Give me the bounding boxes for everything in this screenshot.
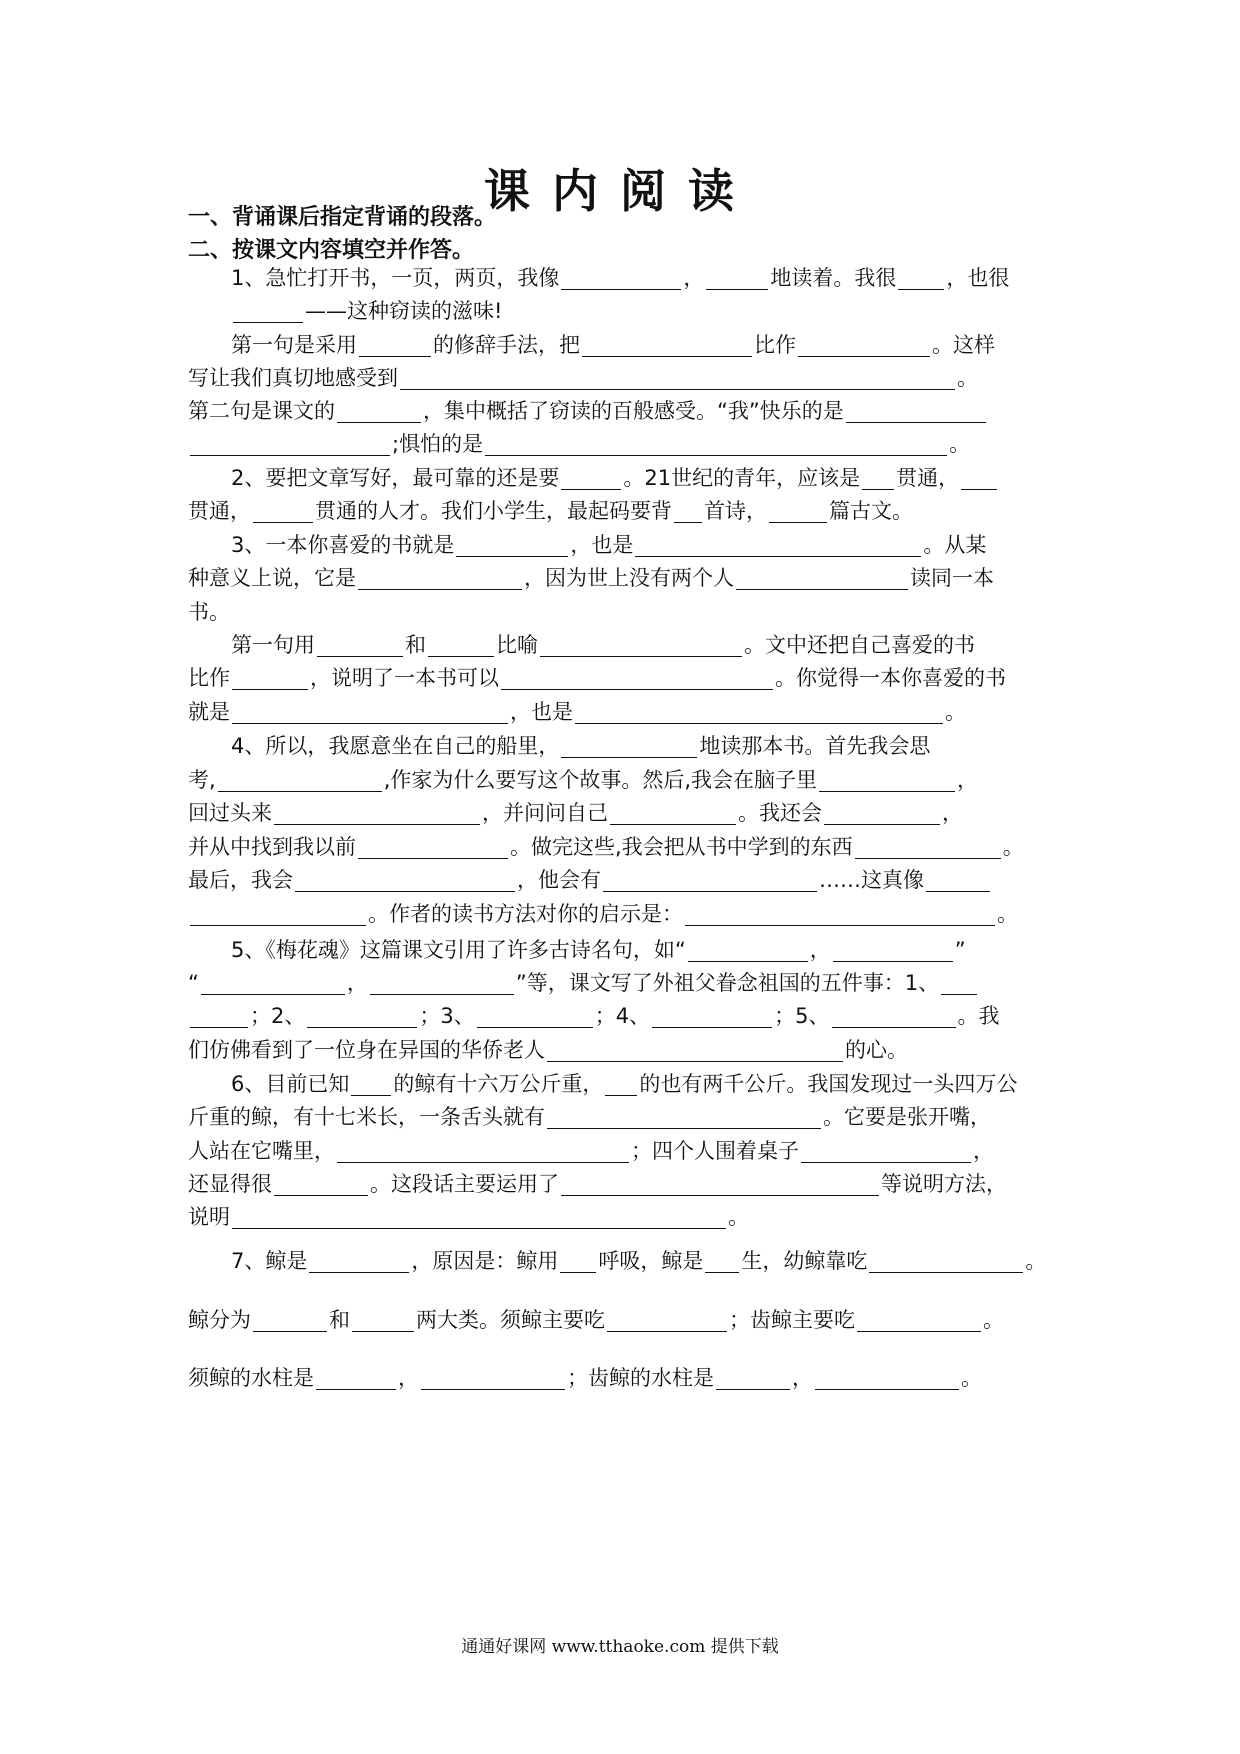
answer-blank[interactable] <box>232 701 508 724</box>
line-text: 。 <box>997 902 1018 926</box>
answer-blank[interactable] <box>898 267 944 290</box>
line-text: ；5、 <box>774 1004 830 1028</box>
question-line <box>188 597 1058 627</box>
line-text: 地读着。我很 <box>770 266 897 290</box>
answer-blank[interactable] <box>295 869 515 892</box>
line-text: 鲸分为 <box>188 1308 251 1332</box>
answer-blank[interactable] <box>561 267 681 290</box>
line-text: 贯通的人才。我们小学生，最起码要背 <box>315 499 672 523</box>
question-line <box>188 1001 1058 1031</box>
question-line <box>188 697 1058 727</box>
question-line <box>188 1136 1058 1166</box>
question-line <box>188 798 1058 828</box>
answer-blank[interactable] <box>941 972 977 995</box>
line-text: 。它要是张开嘴， <box>823 1105 991 1129</box>
question-line <box>188 330 1101 360</box>
line-text: ， <box>942 801 963 825</box>
answer-blank[interactable] <box>232 667 308 690</box>
line-text: ，他会有 <box>517 868 601 892</box>
question-line <box>188 463 1101 493</box>
answer-blank[interactable] <box>610 802 736 825</box>
line-text: 。 <box>945 700 966 724</box>
answer-blank[interactable] <box>232 1206 726 1229</box>
line-text: ”等，课文写了外祖父眷念祖国的五件事：1、 <box>515 971 940 995</box>
answer-blank[interactable] <box>485 433 947 456</box>
line-text: ， <box>398 1366 419 1390</box>
answer-blank[interactable] <box>560 1250 596 1273</box>
line-text: 和 <box>329 1308 350 1332</box>
line-text: 。我还会 <box>738 801 822 825</box>
line-text: ” <box>954 938 966 962</box>
answer-blank[interactable] <box>337 400 421 423</box>
line-text: 。你觉得一本你喜爱的书 <box>775 666 1006 690</box>
line-text: 首诗， <box>704 499 767 523</box>
answer-blank[interactable] <box>846 400 986 423</box>
line-text: 并从中找到我以前 <box>188 835 356 859</box>
line-text: 贯通， <box>896 466 960 490</box>
answer-blank[interactable] <box>603 869 817 892</box>
line-text: 第二句是课文的 <box>188 399 335 423</box>
line-text: 两大类。须鲸主要吃 <box>416 1308 605 1332</box>
answer-blank[interactable] <box>274 802 480 825</box>
answer-blank[interactable] <box>370 972 514 995</box>
line-text: 篇古文。 <box>829 499 913 523</box>
line-text: 就是 <box>188 700 230 724</box>
line-text: ……这真像 <box>819 868 924 892</box>
line-text: 2、要把文章写好，最可靠的还是要 <box>231 466 560 490</box>
line-text: 。 <box>949 432 971 456</box>
line-text: ；齿鲸主要吃 <box>729 1308 855 1332</box>
line-text: 考, <box>188 768 216 792</box>
line-text: 。 <box>961 1366 982 1390</box>
question-line <box>188 563 1058 593</box>
line-text: 比作 <box>188 666 230 690</box>
answer-blank[interactable] <box>869 1250 1023 1273</box>
line-text: 等说明方法， <box>881 1172 1007 1196</box>
line-text: ，也是 <box>570 533 634 557</box>
answer-blank[interactable] <box>961 467 997 490</box>
answer-blank[interactable] <box>540 634 742 657</box>
line-text: 比喻 <box>496 633 538 657</box>
question-line <box>188 530 1101 560</box>
line-text: ，集中概括了窃读的百般感受。“我”快乐的是 <box>423 399 844 423</box>
question-line <box>188 1305 1058 1335</box>
question-line <box>188 968 1058 998</box>
line-text: 们仿佛看到了一位身在异国的华侨老人 <box>188 1038 545 1062</box>
answer-blank[interactable] <box>926 869 990 892</box>
answer-blank[interactable] <box>358 567 522 590</box>
line-text: ；齿鲸的水柱是 <box>567 1366 714 1390</box>
answer-blank[interactable] <box>253 500 313 523</box>
answer-blank[interactable] <box>688 939 808 962</box>
answer-blank[interactable] <box>832 1005 956 1028</box>
question-line <box>188 396 1058 426</box>
line-text: ，也很 <box>946 266 1010 290</box>
line-text: ，原因是：鲸用 <box>411 1249 559 1273</box>
answer-blank[interactable] <box>316 1367 396 1390</box>
page-title: 课内阅读 <box>484 164 756 218</box>
answer-blank[interactable] <box>317 634 403 657</box>
question-line <box>188 765 1058 795</box>
answer-blank[interactable] <box>400 367 955 390</box>
answer-blank[interactable] <box>635 534 921 557</box>
answer-blank[interactable] <box>218 769 382 792</box>
line-text: 人站在它嘴里， <box>188 1139 335 1163</box>
line-text: 。文中还把自己喜爱的书 <box>744 633 975 657</box>
answer-blank[interactable] <box>561 467 621 490</box>
line-text: 。 <box>1002 835 1024 859</box>
line-text: 。作者的读书方法对你的启示是： <box>368 902 683 926</box>
answer-blank[interactable] <box>561 735 697 758</box>
question-line <box>188 1169 1058 1199</box>
answer-blank[interactable] <box>798 334 930 357</box>
answer-blank[interactable] <box>819 769 955 792</box>
answer-blank[interactable] <box>351 1073 391 1096</box>
line-text: 。做完这些,我会把从书中学到的东西 <box>510 835 853 859</box>
answer-blank[interactable] <box>547 1106 821 1129</box>
question-line <box>188 429 1058 459</box>
answer-blank[interactable] <box>855 836 1001 859</box>
answer-blank[interactable] <box>705 1250 739 1273</box>
line-text: 。 <box>1025 1249 1047 1273</box>
question-line <box>188 865 1058 895</box>
answer-blank[interactable] <box>421 1367 565 1390</box>
line-text: 写让我们真切地感受到 <box>188 366 398 390</box>
line-text: 书。 <box>188 600 230 624</box>
line-text: 须鲸的水柱是 <box>188 1366 314 1390</box>
line-text: 。这样 <box>932 333 995 357</box>
line-text: 4、所以，我愿意坐在自己的船里， <box>231 734 560 758</box>
line-text: 。 <box>957 366 978 390</box>
answer-blank[interactable] <box>736 567 908 590</box>
footer-credit: 通通好课网 www.tthaoke.com 提供下载 <box>461 1637 779 1657</box>
answer-blank[interactable] <box>801 1140 971 1163</box>
answer-blank[interactable] <box>501 667 773 690</box>
answer-blank[interactable] <box>547 1039 843 1062</box>
line-text: 种意义上说，它是 <box>188 566 356 590</box>
line-text: 地读那本书。首先我会思 <box>699 734 931 758</box>
line-text: 说明 <box>188 1205 230 1229</box>
line-text: ;惧怕的是 <box>392 432 484 456</box>
question-line <box>188 1363 1058 1393</box>
answer-blank[interactable] <box>359 334 431 357</box>
line-text: ， <box>809 938 831 962</box>
answer-blank[interactable] <box>337 1140 629 1163</box>
line-text: 还显得很 <box>188 1172 272 1196</box>
answer-blank[interactable] <box>575 701 943 724</box>
line-text: 的修辞手法，把 <box>433 333 580 357</box>
line-text: 第一句用 <box>231 633 315 657</box>
line-text: 读同一本 <box>910 566 994 590</box>
answer-blank[interactable] <box>274 1173 368 1196</box>
line-text: 生，幼鲸靠吃 <box>741 1249 868 1273</box>
line-text: 5、《梅花魂》这篇课文引用了许多古诗名句，如“ <box>231 938 686 962</box>
answer-blank[interactable] <box>190 433 390 456</box>
line-text: ，说明了一本书可以 <box>310 666 499 690</box>
answer-blank[interactable] <box>358 836 508 859</box>
answer-blank[interactable] <box>201 972 345 995</box>
line-text: 的也有两千公斤。我国发现过一头四万公 <box>639 1072 1018 1096</box>
question-line <box>188 296 1101 326</box>
section-heading-2: 二、按课文内容填空并作答。 <box>188 238 475 263</box>
answer-blank[interactable] <box>605 1073 637 1096</box>
line-text: ， <box>973 1139 994 1163</box>
line-text: 斤重的鲸，有十七米长，一条舌头就有 <box>188 1105 545 1129</box>
line-text: 的鲸有十六万公斤重， <box>393 1072 604 1096</box>
line-text: ——这种窃读的滋味! <box>305 299 503 323</box>
answer-blank[interactable] <box>833 939 953 962</box>
answer-blank[interactable] <box>307 1005 417 1028</box>
line-text: ；4、 <box>594 1004 651 1028</box>
line-text: ，也是 <box>510 700 573 724</box>
answer-blank[interactable] <box>607 1309 727 1332</box>
question-line <box>188 935 1101 965</box>
line-text: ， <box>683 266 705 290</box>
answer-blank[interactable] <box>685 903 995 926</box>
answer-blank[interactable] <box>428 634 494 657</box>
question-line <box>188 663 1058 693</box>
line-text: ， <box>792 1366 813 1390</box>
line-text: 最后，我会 <box>188 868 293 892</box>
answer-blank[interactable] <box>456 534 568 557</box>
answer-blank[interactable] <box>652 1005 772 1028</box>
line-text: 。 <box>728 1205 749 1229</box>
answer-blank[interactable] <box>716 1367 790 1390</box>
line-text: ， <box>957 768 979 792</box>
question-line <box>188 899 1058 929</box>
question-line <box>188 1035 1058 1065</box>
line-text: 呼吸，鲸是 <box>598 1249 704 1273</box>
line-text: ,作家为什么要写这个故事。然后,我会在脑子里 <box>383 768 818 792</box>
answer-blank[interactable] <box>706 267 768 290</box>
line-text: 贯通， <box>188 499 251 523</box>
line-text: 3、一本你喜爱的书就是 <box>231 533 455 557</box>
answer-blank[interactable] <box>309 1250 409 1273</box>
answer-blank[interactable] <box>815 1367 959 1390</box>
answer-blank[interactable] <box>862 467 894 490</box>
line-text: 。我 <box>957 1004 1000 1028</box>
answer-blank[interactable] <box>233 300 303 323</box>
line-text: 的心。 <box>845 1038 908 1062</box>
line-text: ，因为世上没有两个人 <box>524 566 734 590</box>
answer-blank[interactable] <box>352 1309 414 1332</box>
line-text: “ <box>188 971 199 995</box>
line-text: ；四个人围着桌子 <box>631 1139 799 1163</box>
question-line <box>188 1246 1101 1276</box>
question-line <box>188 1102 1058 1132</box>
line-text: 回过头来 <box>188 801 272 825</box>
line-text: ；2、 <box>250 1004 306 1028</box>
answer-blank[interactable] <box>477 1005 593 1028</box>
question-line <box>188 731 1101 761</box>
question-line <box>188 263 1101 293</box>
line-text: 6、目前已知 <box>231 1072 350 1096</box>
line-text: 。从某 <box>923 533 987 557</box>
answer-blank[interactable] <box>857 1309 981 1332</box>
answer-blank[interactable] <box>190 1005 248 1028</box>
question-line <box>188 832 1058 862</box>
line-text: 第一句是采用 <box>231 333 357 357</box>
line-text: 。 <box>983 1308 1004 1332</box>
question-line <box>188 1202 1058 1232</box>
line-text: ，并问问自己 <box>482 801 608 825</box>
line-text: 1、急忙打开书，一页，两页，我像 <box>231 266 560 290</box>
answer-blank[interactable] <box>824 802 940 825</box>
line-text: 。这段话主要运用了 <box>370 1172 559 1196</box>
line-text: ， <box>346 971 368 995</box>
answer-blank[interactable] <box>253 1309 327 1332</box>
line-text: ；3、 <box>419 1004 475 1028</box>
answer-blank[interactable] <box>769 500 827 523</box>
answer-blank[interactable] <box>190 903 366 926</box>
answer-blank[interactable] <box>674 500 702 523</box>
section-heading-1: 一、背诵课后指定背诵的段落。 <box>188 205 497 230</box>
line-text: 和 <box>405 633 426 657</box>
line-text: 。21世纪的青年，应该是 <box>623 466 861 490</box>
line-text: 7、鲸是 <box>231 1249 308 1273</box>
answer-blank[interactable] <box>561 1173 879 1196</box>
line-text: 比作 <box>754 333 796 357</box>
question-line <box>188 1069 1101 1099</box>
question-line <box>188 496 1058 526</box>
question-line <box>188 630 1101 660</box>
answer-blank[interactable] <box>582 334 752 357</box>
question-line <box>188 363 1058 393</box>
